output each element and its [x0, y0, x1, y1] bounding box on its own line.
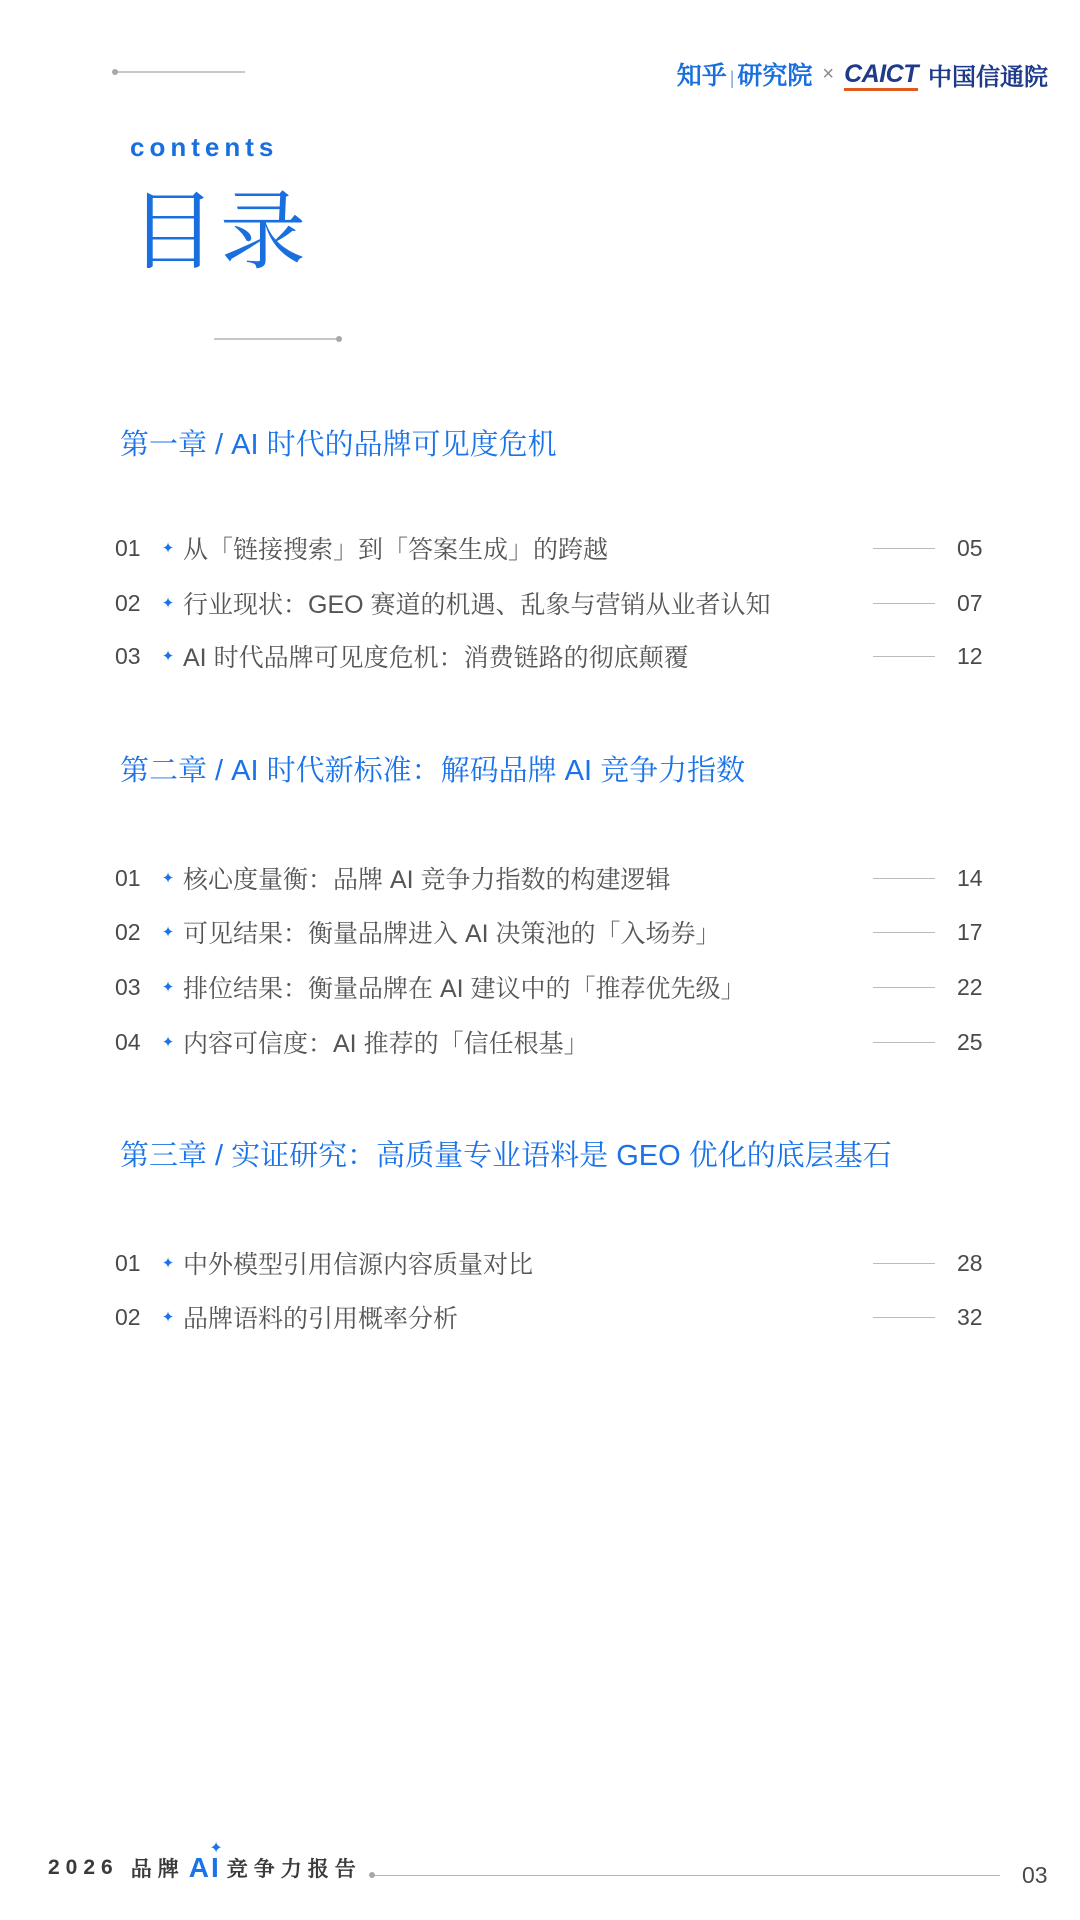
entry-number: 02 — [115, 918, 141, 945]
leader-line — [873, 1042, 935, 1043]
page-title: 目录 — [130, 184, 310, 280]
entry-title: AI 时代品牌可见度危机：消费链路的彻底颠覆 — [183, 644, 689, 672]
caict-chinese-name: 中国信通院 — [928, 63, 1048, 91]
entry-number: 03 — [115, 973, 141, 1000]
entry-number: 03 — [115, 642, 141, 669]
toc-entry[interactable] — [115, 638, 995, 674]
footer-divider — [372, 1875, 1000, 1876]
chapter-1-title[interactable]: 第一章 / AI 时代的品牌可见度危机 — [120, 429, 557, 461]
footer-brand: 品牌 — [130, 1858, 185, 1881]
toc-entry[interactable] — [115, 585, 995, 621]
entry-number: 02 — [115, 589, 141, 616]
leader-line — [873, 548, 935, 549]
leader-line — [873, 878, 935, 879]
chapter-2-title[interactable]: 第二章 / AI 时代新标准：解码品牌 AI 竞争力指数 — [120, 755, 746, 787]
toc-entry[interactable] — [115, 530, 995, 566]
zhihu-research-logo: 知乎 | 研究院 — [676, 62, 813, 90]
leader-line — [873, 656, 935, 657]
report-footer-title — [48, 1840, 362, 1884]
entry-number: 04 — [115, 1028, 141, 1055]
sparkle-bullet-icon: ✦ — [161, 648, 175, 665]
partner-logos — [677, 56, 1048, 92]
header-decor-line — [115, 71, 245, 73]
sparkle-bullet-icon: ✦ — [161, 595, 175, 612]
entry-number: 01 — [115, 1249, 141, 1276]
sparkle-bullet-icon: ✦ — [161, 540, 175, 557]
entry-page-number: 32 — [957, 1303, 983, 1330]
decor-dot — [369, 1872, 375, 1878]
entry-title: 中外模型引用信源内容质量对比 — [183, 1251, 534, 1279]
sparkle-bullet-icon: ✦ — [161, 1255, 175, 1272]
entry-title: 从「链接搜索」到「答案生成」的跨越 — [183, 536, 609, 564]
entry-page-number: 05 — [957, 534, 983, 561]
entry-title: 行业现状：GEO 赛道的机遇、乱象与营销从业者认知 — [183, 591, 771, 619]
contents-label: contents — [130, 132, 279, 162]
entry-page-number: 25 — [957, 1028, 983, 1055]
entry-title: 核心度量衡：品牌 AI 竞争力指数的构建逻辑 — [183, 866, 671, 894]
entry-number: 02 — [115, 1303, 141, 1330]
entry-title: 内容可信度：AI 推荐的「信任根基」 — [183, 1030, 589, 1058]
chapter-3-title[interactable]: 第三章 / 实证研究：高质量专业语料是 GEO 优化的底层基石 — [120, 1140, 892, 1172]
sparkle-bullet-icon: ✦ — [161, 979, 175, 996]
leader-line — [873, 932, 935, 933]
toc-entry[interactable] — [115, 860, 995, 896]
title-decor-line — [214, 338, 339, 340]
sparkle-icon: ✦ — [209, 1840, 225, 1857]
sparkle-bullet-icon: ✦ — [161, 1309, 175, 1326]
sparkle-bullet-icon: ✦ — [161, 1034, 175, 1051]
toc-entry[interactable] — [115, 1024, 995, 1060]
footer-ai-mark: AI ✦ — [188, 1840, 225, 1883]
toc-entry[interactable] — [115, 914, 995, 950]
entry-title: 排位结果：衡量品牌在 AI 建议中的「推荐优先级」 — [183, 975, 746, 1003]
entry-page-number: 14 — [957, 864, 983, 891]
toc-entry[interactable] — [115, 1299, 995, 1335]
leader-line — [873, 987, 935, 988]
decor-dot — [112, 69, 118, 75]
entry-number: 01 — [115, 864, 141, 891]
entry-page-number: 07 — [957, 589, 983, 616]
entry-page-number: 17 — [957, 918, 983, 945]
sparkle-bullet-icon: ✦ — [161, 924, 175, 941]
entry-page-number: 22 — [957, 973, 983, 1000]
entry-title: 品牌语料的引用概率分析 — [183, 1305, 459, 1333]
leader-line — [873, 1317, 935, 1318]
leader-line — [873, 1263, 935, 1264]
entry-title: 可见结果：衡量品牌进入 AI 决策池的「入场券」 — [183, 920, 721, 948]
leader-line — [873, 603, 935, 604]
decor-dot — [336, 336, 342, 342]
page-number: 03 — [1022, 1862, 1048, 1888]
entry-number: 01 — [115, 534, 141, 561]
footer-report-name: 竞争力报告 — [226, 1858, 362, 1881]
caict-logo: CAICT — [844, 59, 918, 88]
entry-page-number: 12 — [957, 642, 983, 669]
footer-year: 2026 — [48, 1856, 119, 1879]
cross-icon: × — [822, 62, 835, 85]
sparkle-bullet-icon: ✦ — [161, 870, 175, 887]
toc-entry[interactable] — [115, 969, 995, 1005]
entry-page-number: 28 — [957, 1249, 983, 1276]
toc-entry[interactable] — [115, 1245, 995, 1281]
